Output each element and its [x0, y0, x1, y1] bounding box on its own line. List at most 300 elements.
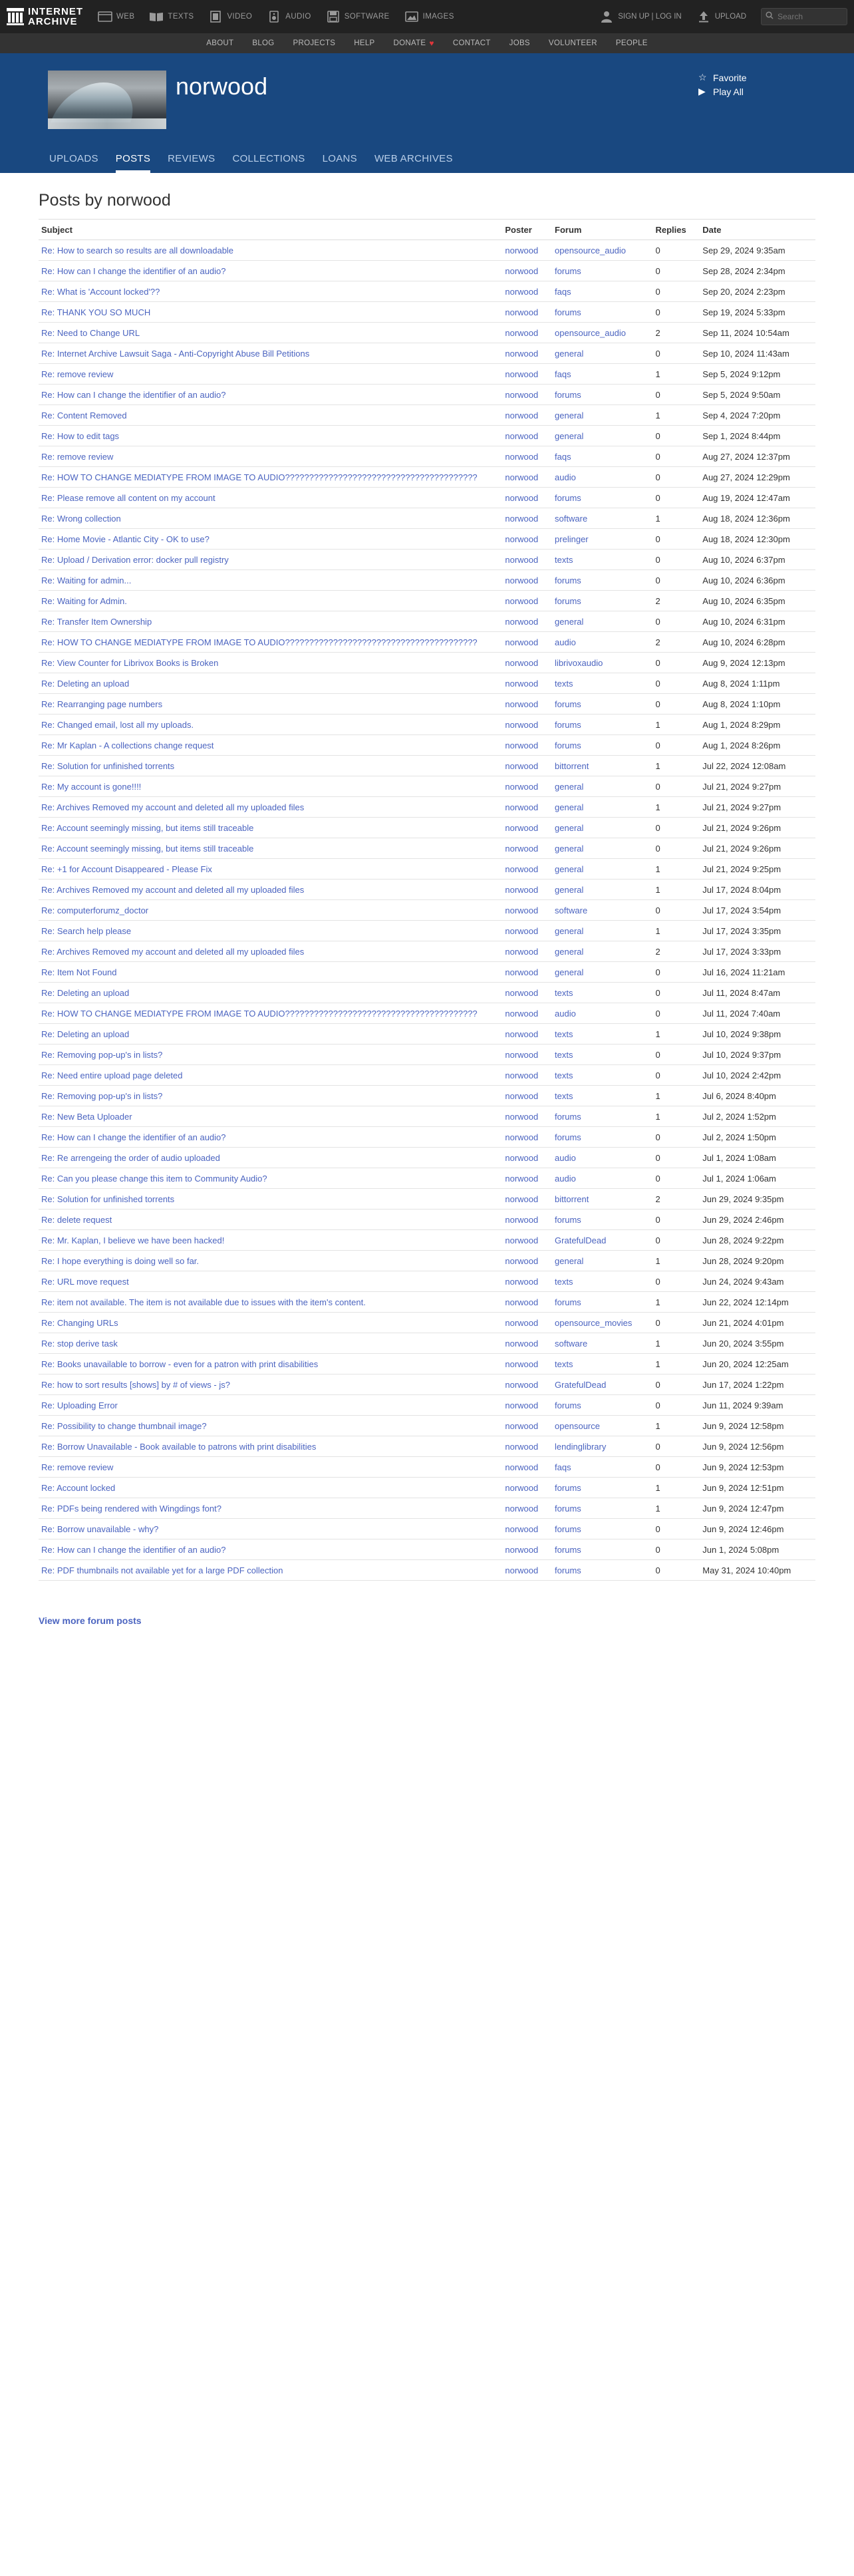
post-forum-link[interactable]: forums: [552, 385, 652, 405]
post-forum-link[interactable]: forums: [552, 715, 652, 735]
post-forum-link[interactable]: forums: [552, 570, 652, 591]
post-subject-link[interactable]: Re: Please remove all content on my account: [39, 488, 502, 508]
play-all-button[interactable]: [698, 86, 747, 97]
post-forum-link[interactable]: texts: [552, 1086, 652, 1106]
post-replies-count: 0: [653, 611, 700, 632]
post-forum-link[interactable]: GratefulDead: [552, 1230, 652, 1251]
post-replies-count: 2: [653, 323, 700, 343]
book-icon: [149, 11, 164, 23]
table-row: [39, 302, 815, 323]
post-forum-link[interactable]: forums: [552, 1478, 652, 1498]
media-item-label: SOFTWARE: [344, 13, 390, 21]
post-subject-link[interactable]: Re: Removing pop-up's in lists?: [39, 1045, 502, 1065]
post-poster-link[interactable]: norwood: [502, 343, 552, 364]
post-forum-link[interactable]: forums: [552, 1209, 652, 1230]
post-subject-link[interactable]: Re: How can I change the identifier of an audio?: [39, 1539, 502, 1560]
post-poster-link[interactable]: norwood: [502, 467, 552, 488]
post-date: Aug 27, 2024 12:29pm: [700, 467, 815, 488]
post-poster-link[interactable]: norwood: [502, 385, 552, 405]
tab-uploads[interactable]: UPLOADS: [49, 153, 98, 164]
post-forum-link[interactable]: general: [552, 859, 652, 880]
column-header-replies[interactable]: Replies: [653, 220, 700, 240]
film-icon: [208, 11, 223, 23]
post-subject-link[interactable]: Re: item not available. The item is not available due to issues with the item's content.: [39, 1292, 502, 1313]
post-date: Jun 1, 2024 5:08pm: [700, 1539, 815, 1560]
post-subject-link[interactable]: Re: Deleting an upload: [39, 983, 502, 1003]
table-row: [39, 1374, 815, 1395]
post-date: Jun 9, 2024 12:46pm: [700, 1519, 815, 1539]
view-more-forum-posts-link[interactable]: View more forum posts: [39, 1615, 142, 1626]
post-replies-count: 1: [653, 1478, 700, 1498]
post-forum-link[interactable]: general: [552, 818, 652, 838]
post-subject-link[interactable]: Re: delete request: [39, 1209, 502, 1230]
post-poster-link[interactable]: norwood: [502, 1313, 552, 1333]
post-subject-link[interactable]: Re: Archives Removed my account and deleted all my uploaded files: [39, 880, 502, 900]
subnav-jobs[interactable]: JOBS: [509, 39, 530, 47]
post-forum-link[interactable]: audio: [552, 632, 652, 653]
post-forum-link[interactable]: forums: [552, 591, 652, 611]
post-subject-link[interactable]: Re: URL move request: [39, 1271, 502, 1292]
post-forum-link[interactable]: audio: [552, 1148, 652, 1168]
post-subject-link[interactable]: Re: Uploading Error: [39, 1395, 502, 1416]
post-poster-link[interactable]: norwood: [502, 1024, 552, 1045]
post-subject-link[interactable]: Re: Borrow unavailable - why?: [39, 1519, 502, 1539]
post-poster-link[interactable]: norwood: [502, 756, 552, 776]
post-forum-link[interactable]: faqs: [552, 446, 652, 467]
post-forum-link[interactable]: audio: [552, 1168, 652, 1189]
media-item-software[interactable]: [326, 11, 390, 23]
post-forum-link[interactable]: forums: [552, 302, 652, 323]
post-subject-link[interactable]: Re: Changing URLs: [39, 1313, 502, 1333]
post-forum-link[interactable]: forums: [552, 694, 652, 715]
tab-reviews[interactable]: REVIEWS: [168, 153, 215, 164]
post-subject-link[interactable]: Re: Rearranging page numbers: [39, 694, 502, 715]
table-row: [39, 1251, 815, 1271]
post-date: Jul 10, 2024 2:42pm: [700, 1065, 815, 1086]
post-forum-link[interactable]: opensource_audio: [552, 323, 652, 343]
post-poster-link[interactable]: norwood: [502, 529, 552, 550]
post-poster-link[interactable]: norwood: [502, 1416, 552, 1436]
post-poster-link[interactable]: norwood: [502, 1168, 552, 1189]
post-replies-count: 0: [653, 1560, 700, 1581]
post-forum-link[interactable]: forums: [552, 488, 652, 508]
post-poster-link[interactable]: norwood: [502, 1395, 552, 1416]
post-forum-link[interactable]: opensource: [552, 1416, 652, 1436]
post-forum-link[interactable]: faqs: [552, 364, 652, 385]
post-subject-link[interactable]: Re: Transfer Item Ownership: [39, 611, 502, 632]
post-forum-link[interactable]: texts: [552, 1045, 652, 1065]
post-poster-link[interactable]: norwood: [502, 1045, 552, 1065]
post-replies-count: 1: [653, 797, 700, 818]
post-date: Jun 29, 2024 9:35pm: [700, 1189, 815, 1209]
post-poster-link[interactable]: norwood: [502, 446, 552, 467]
post-subject-link[interactable]: Re: My account is gone!!!!: [39, 776, 502, 797]
post-subject-link[interactable]: Re: Home Movie - Atlantic City - OK to use?: [39, 529, 502, 550]
post-forum-link[interactable]: texts: [552, 1271, 652, 1292]
post-subject-link[interactable]: Re: +1 for Account Disappeared - Please Fix: [39, 859, 502, 880]
post-poster-link[interactable]: norwood: [502, 962, 552, 983]
subnav-contact[interactable]: CONTACT: [452, 39, 491, 47]
post-poster-link[interactable]: norwood: [502, 240, 552, 261]
post-poster-link[interactable]: norwood: [502, 550, 552, 570]
post-replies-count: 0: [653, 446, 700, 467]
post-replies-count: 0: [653, 1436, 700, 1457]
post-subject-link[interactable]: Re: View Counter for Librivox Books is Broken: [39, 653, 502, 673]
post-subject-link[interactable]: Re: How can I change the identifier of an audio?: [39, 1127, 502, 1148]
post-replies-count: 0: [653, 983, 700, 1003]
post-poster-link[interactable]: norwood: [502, 1333, 552, 1354]
post-subject-link[interactable]: Re: PDFs being rendered with Wingdings font?: [39, 1498, 502, 1519]
post-replies-count: 0: [653, 488, 700, 508]
post-poster-link[interactable]: norwood: [502, 715, 552, 735]
column-header-date[interactable]: Date: [700, 220, 815, 240]
post-subject-link[interactable]: Re: Changed email, lost all my uploads.: [39, 715, 502, 735]
post-poster-link[interactable]: norwood: [502, 1498, 552, 1519]
table-row: [39, 818, 815, 838]
post-subject-link[interactable]: Re: stop derive task: [39, 1333, 502, 1354]
post-poster-link[interactable]: norwood: [502, 653, 552, 673]
post-subject-link[interactable]: Re: Wrong collection: [39, 508, 502, 529]
internet-archive-logo[interactable]: [7, 7, 83, 27]
post-forum-link[interactable]: faqs: [552, 1457, 652, 1478]
post-replies-count: 1: [653, 508, 700, 529]
post-replies-count: 0: [653, 1313, 700, 1333]
subnav-donate[interactable]: [394, 39, 434, 48]
post-forum-link[interactable]: GratefulDead: [552, 1374, 652, 1395]
post-forum-link[interactable]: audio: [552, 467, 652, 488]
post-forum-link[interactable]: general: [552, 776, 652, 797]
post-forum-link[interactable]: texts: [552, 1354, 652, 1374]
post-forum-link[interactable]: librivoxaudio: [552, 653, 652, 673]
post-subject-link[interactable]: Re: Deleting an upload: [39, 1024, 502, 1045]
tab-collections[interactable]: COLLECTIONS: [232, 153, 305, 164]
post-forum-link[interactable]: texts: [552, 550, 652, 570]
post-subject-link[interactable]: Re: Solution for unfinished torrents: [39, 1189, 502, 1209]
post-poster-link[interactable]: norwood: [502, 281, 552, 302]
post-forum-link[interactable]: general: [552, 838, 652, 859]
post-poster-link[interactable]: norwood: [502, 1271, 552, 1292]
post-poster-link[interactable]: norwood: [502, 632, 552, 653]
post-poster-link[interactable]: norwood: [502, 818, 552, 838]
post-date: Jul 6, 2024 8:40pm: [700, 1086, 815, 1106]
post-subject-link[interactable]: Re: Borrow Unavailable - Book available to patrons with print disabilities: [39, 1436, 502, 1457]
post-poster-link[interactable]: norwood: [502, 1354, 552, 1374]
search-input[interactable]: [776, 11, 845, 22]
post-date: Sep 20, 2024 2:23pm: [700, 281, 815, 302]
post-forum-link[interactable]: general: [552, 941, 652, 962]
post-subject-link[interactable]: Re: Re arrengeing the order of audio uploaded: [39, 1148, 502, 1168]
post-replies-count: 0: [653, 529, 700, 550]
post-forum-link[interactable]: texts: [552, 1024, 652, 1045]
table-row: [39, 1498, 815, 1519]
post-poster-link[interactable]: norwood: [502, 776, 552, 797]
post-poster-link[interactable]: norwood: [502, 859, 552, 880]
post-subject-link[interactable]: Re: What is 'Account locked'??: [39, 281, 502, 302]
upload-icon: [696, 11, 711, 23]
post-replies-count: 2: [653, 941, 700, 962]
subnav-about[interactable]: ABOUT: [206, 39, 234, 47]
post-forum-link[interactable]: software: [552, 900, 652, 921]
post-date: Sep 11, 2024 10:54am: [700, 323, 815, 343]
post-date: Aug 9, 2024 12:13pm: [700, 653, 815, 673]
post-replies-count: 0: [653, 962, 700, 983]
subnav-projects[interactable]: PROJECTS: [293, 39, 336, 47]
post-forum-link[interactable]: general: [552, 611, 652, 632]
post-forum-link[interactable]: general: [552, 426, 652, 446]
heart-icon: ♥: [429, 39, 434, 48]
post-replies-count: 0: [653, 735, 700, 756]
search-box[interactable]: [761, 8, 847, 25]
post-poster-link[interactable]: norwood: [502, 1209, 552, 1230]
post-poster-link[interactable]: norwood: [502, 1539, 552, 1560]
post-subject-link[interactable]: Re: Account seemingly missing, but items still traceable: [39, 838, 502, 859]
post-forum-link[interactable]: forums: [552, 1498, 652, 1519]
post-poster-link[interactable]: norwood: [502, 611, 552, 632]
post-subject-link[interactable]: Re: THANK YOU SO MUCH: [39, 302, 502, 323]
post-forum-link[interactable]: forums: [552, 1395, 652, 1416]
post-date: Jul 21, 2024 9:27pm: [700, 776, 815, 797]
post-poster-link[interactable]: norwood: [502, 570, 552, 591]
post-poster-link[interactable]: norwood: [502, 488, 552, 508]
post-poster-link[interactable]: norwood: [502, 1292, 552, 1313]
column-header-poster[interactable]: Poster: [502, 220, 552, 240]
post-poster-link[interactable]: norwood: [502, 426, 552, 446]
post-poster-link[interactable]: norwood: [502, 797, 552, 818]
tab-loans[interactable]: LOANS: [322, 153, 357, 164]
post-subject-link[interactable]: Re: I hope everything is doing well so far.: [39, 1251, 502, 1271]
post-forum-link[interactable]: forums: [552, 1539, 652, 1560]
post-subject-link[interactable]: Re: How can I change the identifier of an audio?: [39, 261, 502, 281]
table-row: [39, 1292, 815, 1313]
post-poster-link[interactable]: norwood: [502, 1478, 552, 1498]
media-item-web[interactable]: [98, 11, 134, 23]
post-forum-link[interactable]: forums: [552, 735, 652, 756]
post-forum-link[interactable]: general: [552, 405, 652, 426]
post-forum-link[interactable]: forums: [552, 261, 652, 281]
post-subject-link[interactable]: Re: Deleting an upload: [39, 673, 502, 694]
media-item-video[interactable]: [208, 11, 252, 23]
post-forum-link[interactable]: audio: [552, 1003, 652, 1024]
post-subject-link[interactable]: Re: remove review: [39, 446, 502, 467]
post-forum-link[interactable]: lendinglibrary: [552, 1436, 652, 1457]
table-row: [39, 735, 815, 756]
post-replies-count: 0: [653, 467, 700, 488]
table-row: [39, 467, 815, 488]
table-row: [39, 1313, 815, 1333]
post-subject-link[interactable]: Re: Need entire upload page deleted: [39, 1065, 502, 1086]
post-replies-count: 1: [653, 1251, 700, 1271]
post-subject-link[interactable]: Re: Internet Archive Lawsuit Saga - Anti-Copyright Abuse Bill Petitions: [39, 343, 502, 364]
post-forum-link[interactable]: general: [552, 797, 652, 818]
post-poster-link[interactable]: norwood: [502, 735, 552, 756]
media-item-label: WEB: [116, 13, 135, 21]
post-date: Jul 10, 2024 9:37pm: [700, 1045, 815, 1065]
post-date: Aug 1, 2024 8:29pm: [700, 715, 815, 735]
post-poster-link[interactable]: norwood: [502, 1086, 552, 1106]
post-subject-link[interactable]: Re: HOW TO CHANGE MEDIATYPE FROM IMAGE TO AUDIO????????????????????????????????????????: [39, 1003, 502, 1024]
post-poster-link[interactable]: norwood: [502, 591, 552, 611]
post-forum-link[interactable]: forums: [552, 1127, 652, 1148]
post-forum-link[interactable]: texts: [552, 983, 652, 1003]
table-row: [39, 1560, 815, 1581]
post-replies-count: 1: [653, 715, 700, 735]
logo-line-1: INTERNET: [28, 6, 83, 17]
post-poster-link[interactable]: norwood: [502, 508, 552, 529]
post-poster-link[interactable]: norwood: [502, 1230, 552, 1251]
subnav-blog[interactable]: BLOG: [252, 39, 275, 47]
post-subject-link[interactable]: Re: New Beta Uploader: [39, 1106, 502, 1127]
table-row: [39, 1086, 815, 1106]
subnav-people[interactable]: PEOPLE: [615, 39, 648, 47]
media-item-images[interactable]: [404, 11, 454, 23]
post-forum-link[interactable]: software: [552, 1333, 652, 1354]
column-header-forum[interactable]: Forum: [552, 220, 652, 240]
post-forum-link[interactable]: software: [552, 508, 652, 529]
subnav-help[interactable]: HELP: [354, 39, 375, 47]
post-poster-link[interactable]: norwood: [502, 261, 552, 281]
post-subject-link[interactable]: Re: Solution for unfinished torrents: [39, 756, 502, 776]
post-date: Jun 9, 2024 12:47pm: [700, 1498, 815, 1519]
media-item-texts[interactable]: [149, 11, 194, 23]
post-poster-link[interactable]: norwood: [502, 1374, 552, 1395]
post-subject-link[interactable]: Re: how to sort results [shows] by # of views - js?: [39, 1374, 502, 1395]
post-forum-link[interactable]: forums: [552, 1560, 652, 1581]
post-poster-link[interactable]: norwood: [502, 921, 552, 941]
post-forum-link[interactable]: texts: [552, 673, 652, 694]
post-subject-link[interactable]: Re: Archives Removed my account and deleted all my uploaded files: [39, 941, 502, 962]
media-item-audio[interactable]: [267, 11, 311, 23]
table-row: [39, 1478, 815, 1498]
post-poster-link[interactable]: norwood: [502, 302, 552, 323]
table-row: [39, 694, 815, 715]
avatar: [48, 71, 166, 129]
signup-login-link[interactable]: [599, 11, 681, 23]
post-subject-link[interactable]: Re: remove review: [39, 364, 502, 385]
post-subject-link[interactable]: Re: HOW TO CHANGE MEDIATYPE FROM IMAGE TO AUDIO????????????????????????????????????????: [39, 632, 502, 653]
post-poster-link[interactable]: norwood: [502, 1003, 552, 1024]
post-forum-link[interactable]: forums: [552, 1106, 652, 1127]
post-poster-link[interactable]: norwood: [502, 941, 552, 962]
post-poster-link[interactable]: norwood: [502, 364, 552, 385]
post-subject-link[interactable]: Re: How to search so results are all downloadable: [39, 240, 502, 261]
post-subject-link[interactable]: Re: Removing pop-up's in lists?: [39, 1086, 502, 1106]
post-subject-link[interactable]: Re: Archives Removed my account and deleted all my uploaded files: [39, 797, 502, 818]
post-poster-link[interactable]: norwood: [502, 694, 552, 715]
post-poster-link[interactable]: norwood: [502, 1251, 552, 1271]
subnav-donate-label: DONATE: [393, 39, 426, 47]
table-row: [39, 529, 815, 550]
post-date: Jun 28, 2024 9:20pm: [700, 1251, 815, 1271]
post-subject-link[interactable]: Re: Search help please: [39, 921, 502, 941]
post-forum-link[interactable]: general: [552, 962, 652, 983]
media-item-label: VIDEO: [227, 13, 253, 21]
post-subject-link[interactable]: Re: How can I change the identifier of an audio?: [39, 385, 502, 405]
table-row: [39, 1148, 815, 1168]
post-poster-link[interactable]: norwood: [502, 405, 552, 426]
post-poster-link[interactable]: norwood: [502, 323, 552, 343]
table-row: [39, 426, 815, 446]
post-subject-link[interactable]: Re: Mr Kaplan - A collections change request: [39, 735, 502, 756]
page-title: Posts by norwood: [39, 191, 171, 210]
post-forum-link[interactable]: general: [552, 343, 652, 364]
post-forum-link[interactable]: bittorrent: [552, 756, 652, 776]
post-poster-link[interactable]: norwood: [502, 1065, 552, 1086]
post-subject-link[interactable]: Re: Content Removed: [39, 405, 502, 426]
table-row: [39, 323, 815, 343]
post-subject-link[interactable]: Re: Waiting for admin...: [39, 570, 502, 591]
post-replies-count: 0: [653, 1127, 700, 1148]
post-date: Jul 10, 2024 9:38pm: [700, 1024, 815, 1045]
post-poster-link[interactable]: norwood: [502, 1148, 552, 1168]
post-subject-link[interactable]: Re: computerforumz_doctor: [39, 900, 502, 921]
tab-posts[interactable]: POSTS: [116, 149, 150, 173]
post-forum-link[interactable]: forums: [552, 1519, 652, 1539]
post-forum-link[interactable]: general: [552, 1251, 652, 1271]
post-poster-link[interactable]: norwood: [502, 673, 552, 694]
post-forum-link[interactable]: bittorrent: [552, 1189, 652, 1209]
post-date: Aug 10, 2024 6:28pm: [700, 632, 815, 653]
table-row: [39, 880, 815, 900]
post-replies-count: 0: [653, 1230, 700, 1251]
post-poster-link[interactable]: norwood: [502, 1457, 552, 1478]
disk-icon: [326, 11, 341, 23]
post-subject-link[interactable]: Re: PDF thumbnails not available yet for a large PDF collection: [39, 1560, 502, 1581]
post-poster-link[interactable]: norwood: [502, 838, 552, 859]
post-replies-count: 2: [653, 632, 700, 653]
post-subject-link[interactable]: Re: remove review: [39, 1457, 502, 1478]
post-subject-link[interactable]: Re: HOW TO CHANGE MEDIATYPE FROM IMAGE TO AUDIO????????????????????????????????????????: [39, 467, 502, 488]
post-forum-link[interactable]: opensource_audio: [552, 240, 652, 261]
post-poster-link[interactable]: norwood: [502, 1189, 552, 1209]
table-row: [39, 508, 815, 529]
post-forum-link[interactable]: forums: [552, 1292, 652, 1313]
post-forum-link[interactable]: general: [552, 880, 652, 900]
post-forum-link[interactable]: opensource_movies: [552, 1313, 652, 1333]
post-poster-link[interactable]: norwood: [502, 1560, 552, 1581]
post-subject-link[interactable]: Re: Possibility to change thumbnail image?: [39, 1416, 502, 1436]
post-forum-link[interactable]: general: [552, 921, 652, 941]
favorite-button[interactable]: [698, 72, 747, 83]
post-subject-link[interactable]: Re: Need to Change URL: [39, 323, 502, 343]
post-subject-link[interactable]: Re: Waiting for Admin.: [39, 591, 502, 611]
post-date: Jun 24, 2024 9:43am: [700, 1271, 815, 1292]
post-subject-link[interactable]: Re: Mr. Kaplan, I believe we have been hacked!: [39, 1230, 502, 1251]
post-subject-link[interactable]: Re: Books unavailable to borrow - even for a patron with print disabilities: [39, 1354, 502, 1374]
post-poster-link[interactable]: norwood: [502, 1106, 552, 1127]
post-poster-link[interactable]: norwood: [502, 1519, 552, 1539]
post-subject-link[interactable]: Re: Upload / Derivation error: docker pull registry: [39, 550, 502, 570]
post-subject-link[interactable]: Re: Account locked: [39, 1478, 502, 1498]
post-poster-link[interactable]: norwood: [502, 1436, 552, 1457]
post-forum-link[interactable]: faqs: [552, 281, 652, 302]
post-subject-link[interactable]: Re: Item Not Found: [39, 962, 502, 983]
post-forum-link[interactable]: prelinger: [552, 529, 652, 550]
upload-link[interactable]: [696, 11, 746, 23]
post-replies-count: 2: [653, 591, 700, 611]
tab-web-archives[interactable]: WEB ARCHIVES: [374, 153, 453, 164]
post-poster-link[interactable]: norwood: [502, 880, 552, 900]
post-poster-link[interactable]: norwood: [502, 900, 552, 921]
post-subject-link[interactable]: Re: How to edit tags: [39, 426, 502, 446]
column-header-subject[interactable]: Subject: [39, 220, 502, 240]
table-row: [39, 261, 815, 281]
post-subject-link[interactable]: Re: Account seemingly missing, but items still traceable: [39, 818, 502, 838]
post-forum-link[interactable]: texts: [552, 1065, 652, 1086]
post-poster-link[interactable]: norwood: [502, 1127, 552, 1148]
post-poster-link[interactable]: norwood: [502, 983, 552, 1003]
subnav-volunteer[interactable]: VOLUNTEER: [548, 39, 597, 47]
post-subject-link[interactable]: Re: Can you please change this item to Community Audio?: [39, 1168, 502, 1189]
